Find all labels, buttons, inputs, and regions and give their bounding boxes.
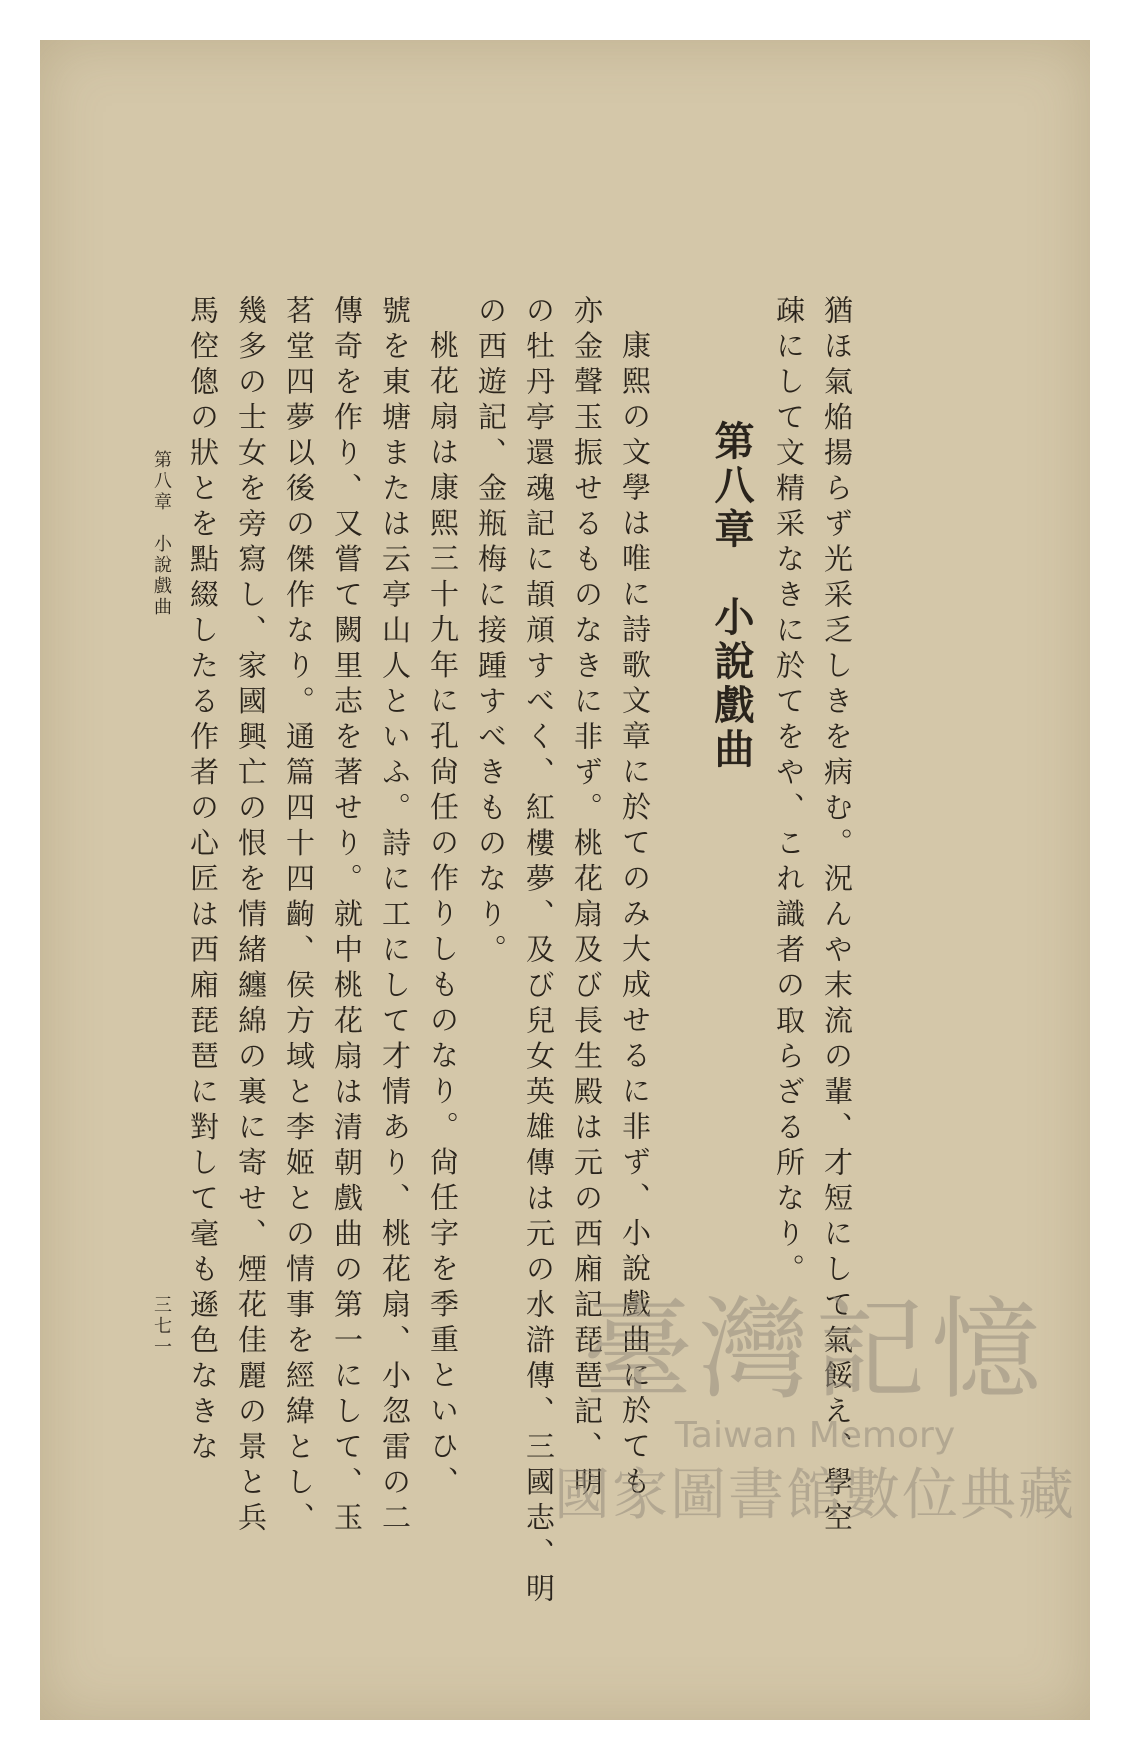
text-column-11: 幾多の士女を旁寫し、家國興亡の恨を情緒纏綿の裏に寄せ、煙花佳麗の景と兵: [234, 295, 268, 1538]
watermark-subtitle: 國家圖書館數位典藏: [554, 1463, 1076, 1528]
text-column-5: の牡丹亭還魂記に頡頏すべく、紅樓夢、及び兒女英雄傳は元の水滸傳、三國志、明: [522, 295, 556, 1609]
text-column-12: 馬倥傯の狀とを點綴したる作者の心匠は西廂琵琶に對して毫も遜色なきな: [186, 295, 220, 1467]
text-column-1: 猶ほ氣焔揚らず光采乏しきを病む。況んや末流の輩、才短にして氣餒え、學空: [820, 295, 854, 1538]
text-column-7: 桃花扇は康熙三十九年に孔尙任の作りしものなり。尙任字を季重といひ、: [426, 330, 460, 1502]
watermark-title: 臺灣記憶: [583, 1286, 1047, 1414]
chapter-heading: 第八章 小說戲曲: [708, 420, 754, 772]
running-head: 第八章 小說戲曲: [151, 450, 172, 618]
page-number: 三七一: [151, 1295, 172, 1358]
text-column-6: の西遊記、金瓶梅に接踵すべきものなり。: [474, 295, 508, 970]
watermark: [530, 1286, 1100, 1610]
text-column-2: 疎にして文精采なきに於てをや、これ識者の取らざる所なり。: [772, 295, 806, 1289]
text-column-8: 號を東塘または云亭山人といふ。詩に工にして才情あり、桃花扇、小忽雷の二: [378, 295, 412, 1538]
text-column-3: 康熙の文學は唯に詩歌文章に於てのみ大成せるに非ず、小說戲曲に於ても: [618, 330, 652, 1502]
text-column-9: 傳奇を作り、又嘗て闕里志を著せり。就中桃花扇は清朝戲曲の第一にして、玉: [330, 295, 364, 1538]
text-column-4: 亦金聲玉振せるものなきに非ず。桃花扇及び長生殿は元の西廂記琵琶記、明: [570, 295, 604, 1502]
book-page: [40, 40, 1090, 1720]
watermark-english: Taiwan Memory: [674, 1415, 956, 1456]
text-column-10: 茗堂四夢以後の傑作なり。通篇四十四齣、侯方域と李姬との情事を經緯とし、: [282, 295, 316, 1538]
